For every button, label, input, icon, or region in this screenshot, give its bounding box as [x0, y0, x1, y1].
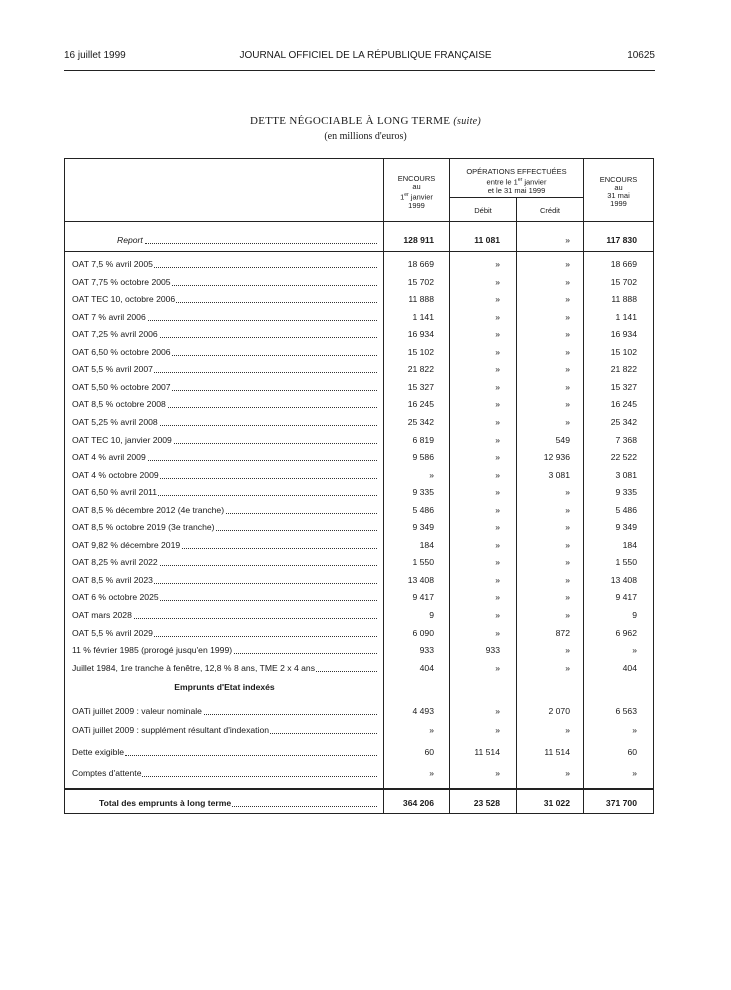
cell-encours-fin: 3 081 — [615, 469, 637, 480]
section-indexed-title: Emprunts d'Etat indexés — [174, 682, 275, 692]
cell-encours-debut: 9 417 — [412, 592, 434, 603]
row-label: OAT 4 % octobre 2009 — [72, 469, 159, 480]
cell-credit: » — [565, 504, 570, 515]
row-label: OAT mars 2028 — [72, 610, 132, 620]
total-top-rule — [65, 788, 653, 790]
table-title-suffix: (suite) — [453, 116, 482, 127]
cell-credit: » — [565, 399, 570, 410]
cell-debit: » — [495, 346, 500, 357]
row-label: OAT 6,50 % avril 2011 — [72, 487, 158, 498]
row-label: OAT 5,25 % avril 2008 — [72, 416, 158, 427]
cell-encours-debut: 6 090 — [412, 627, 434, 638]
cell-encours-fin: 15 702 — [610, 276, 637, 287]
cell-credit: » — [565, 610, 570, 620]
cell-encours-debut: 15 102 — [407, 346, 434, 357]
table-row-dette — [65, 744, 653, 760]
cell-debit: » — [495, 557, 500, 568]
cell-credit: » — [565, 364, 570, 375]
cell-debit: » — [495, 276, 500, 287]
cell-encours-fin: 5 486 — [615, 504, 637, 515]
table-row — [65, 607, 653, 623]
cell-encours-debut: 13 408 — [407, 574, 434, 585]
cell-credit: » — [565, 381, 570, 392]
cell-encours-debut: 5 486 — [412, 504, 434, 515]
page-date: 16 juillet 1999 — [64, 50, 126, 61]
cell-encours-fin: » — [632, 725, 637, 735]
cell-credit: » — [565, 768, 570, 778]
cell-encours-fin: 18 669 — [610, 259, 637, 269]
table-row — [65, 396, 653, 412]
table-row — [65, 309, 653, 325]
row-label: OAT 8,5 % avril 2023 — [72, 574, 153, 585]
cell-encours-fin: 1 550 — [615, 557, 637, 568]
cell-debit: » — [495, 627, 500, 638]
cell-encours-fin: 21 822 — [610, 364, 637, 375]
cell-encours-debut: 184 — [419, 539, 434, 550]
cell-encours-debut: 9 — [429, 610, 434, 620]
table-row — [65, 554, 653, 570]
cell-encours-debut: 404 — [419, 662, 434, 673]
cell-credit: » — [565, 235, 570, 245]
cell-encours-fin: » — [632, 645, 637, 656]
cell-credit: » — [565, 592, 570, 603]
cell-credit: » — [565, 662, 570, 673]
col-encours-fin: ENCOURS au 31 mai 1999 — [599, 175, 638, 208]
cell-debit: » — [495, 610, 500, 620]
table-row — [65, 449, 653, 465]
cell-encours-fin: 22 522 — [610, 452, 637, 463]
cell-encours-debut: » — [429, 725, 434, 735]
cell-encours-fin: 7 368 — [615, 434, 637, 445]
cell-debit: 933 — [485, 645, 500, 656]
cell-debit: » — [495, 381, 500, 392]
cell-credit: » — [565, 311, 570, 322]
cell-encours-debut: 16 934 — [407, 329, 434, 340]
row-label: Comptes d'attente — [72, 768, 142, 778]
cell-credit: » — [565, 294, 570, 305]
cell-encours-fin: 184 — [622, 539, 637, 550]
cell-encours-fin: 117 830 — [606, 235, 637, 245]
debt-table — [64, 158, 654, 814]
table-row — [65, 291, 653, 307]
row-label: OAT 7 % avril 2006 — [72, 311, 146, 322]
cell-debit: » — [495, 452, 500, 463]
table-row — [65, 722, 653, 738]
cell-encours-debut: 6 819 — [412, 434, 434, 445]
row-label: OAT 8,5 % octobre 2008 — [72, 399, 166, 410]
cell-debit: 23 528 — [473, 798, 500, 808]
cell-debit: » — [495, 469, 500, 480]
cell-credit: » — [565, 276, 570, 287]
row-label: OAT 8,25 % avril 2022 — [72, 557, 158, 568]
cell-encours-debut: 18 669 — [407, 259, 434, 269]
cell-credit: » — [565, 416, 570, 427]
cell-debit: » — [495, 259, 500, 269]
row-label: OATi juillet 2009 : supplément résultant d'indexation — [72, 725, 270, 735]
cell-credit: » — [565, 574, 570, 585]
cell-credit: » — [565, 522, 570, 533]
table-row — [65, 467, 653, 483]
cell-credit: » — [565, 725, 570, 735]
row-label: OAT 5,5 % avril 2029 — [72, 627, 153, 638]
journal-title: JOURNAL OFFICIEL DE LA RÉPUBLIQUE FRANÇAISE — [239, 50, 492, 61]
cell-encours-fin: 1 141 — [615, 311, 637, 322]
cell-encours-fin: » — [632, 768, 637, 778]
cell-credit: » — [565, 487, 570, 498]
row-label: OAT 8,5 % octobre 2019 (3e tranche) — [72, 522, 215, 533]
row-label: Dette exigible — [72, 747, 125, 757]
cell-encours-fin: 16 245 — [610, 399, 637, 410]
cell-encours-debut: 128 911 — [403, 235, 434, 245]
row-label: Report — [117, 235, 143, 245]
row-label: OAT 6,50 % octobre 2006 — [72, 346, 171, 357]
cell-encours-fin: 6 563 — [615, 706, 637, 716]
cell-debit: » — [495, 522, 500, 533]
cell-encours-fin: 15 327 — [610, 381, 637, 392]
cell-debit: » — [495, 706, 500, 716]
cell-encours-fin: 13 408 — [610, 574, 637, 585]
row-label: OAT 9,82 % décembre 2019 — [72, 539, 181, 550]
col-debit: Débit — [474, 206, 492, 215]
table-row — [65, 414, 653, 430]
cell-encours-fin: 9 — [632, 610, 637, 620]
page-number: 10625 — [627, 50, 655, 61]
cell-credit: 549 — [555, 434, 570, 445]
cell-debit: » — [495, 662, 500, 673]
col-encours-debut: ENCOURS au 1er janvier 1999 — [397, 174, 436, 210]
table-units: (en millions d'euros) — [324, 131, 407, 142]
header-rule — [64, 70, 655, 71]
cell-credit: » — [565, 645, 570, 656]
cell-encours-debut: » — [429, 768, 434, 778]
cell-encours-debut: 364 206 — [402, 798, 434, 808]
cell-credit: 3 081 — [548, 469, 570, 480]
cell-debit: » — [495, 399, 500, 410]
cell-encours-fin: 9 335 — [615, 487, 637, 498]
table-row — [65, 274, 653, 290]
col-operations: OPÉRATIONS EFFECTUÉES entre le 1er janvier et le 31 mai 1999 — [466, 167, 567, 195]
cell-encours-debut: 1 141 — [412, 311, 434, 322]
cell-encours-debut: 16 245 — [407, 399, 434, 410]
table-row — [65, 703, 653, 719]
cell-credit: 31 022 — [543, 798, 570, 808]
cell-encours-fin: 9 417 — [615, 592, 637, 603]
table-row — [65, 379, 653, 395]
cell-encours-fin: 25 342 — [610, 416, 637, 427]
cell-encours-fin: 9 349 — [615, 522, 637, 533]
table-row — [65, 537, 653, 553]
cell-credit: 2 070 — [548, 706, 570, 716]
table-title-main: DETTE NÉGOCIABLE À LONG TERME — [249, 115, 451, 127]
table-row — [65, 625, 653, 641]
sub-header-rule — [449, 197, 583, 198]
table-row — [65, 589, 653, 605]
cell-debit: 11 514 — [474, 747, 500, 757]
cell-debit: » — [495, 504, 500, 515]
cell-encours-fin: 404 — [622, 662, 637, 673]
table-row — [65, 256, 653, 272]
table-row-report — [65, 232, 653, 248]
row-label: Juillet 1984, 1re tranche à fenêtre, 12,8 % 8 ans, TME 2 x 4 ans — [72, 662, 315, 673]
cell-debit: » — [495, 329, 500, 340]
cell-credit: » — [565, 259, 570, 269]
cell-encours-debut: 15 327 — [407, 381, 434, 392]
table-row — [65, 519, 653, 535]
cell-debit: » — [495, 487, 500, 498]
table-row — [65, 484, 653, 500]
row-label: OAT 7,25 % avril 2006 — [72, 329, 158, 340]
cell-debit: » — [495, 539, 500, 550]
cell-credit: » — [565, 557, 570, 568]
cell-debit: » — [495, 768, 500, 778]
cell-debit: » — [495, 294, 500, 305]
row-label: OAT TEC 10, octobre 2006 — [72, 294, 176, 305]
cell-credit: 872 — [555, 627, 570, 638]
cell-debit: » — [495, 725, 500, 735]
cell-encours-fin: 60 — [627, 747, 637, 757]
row-label: OATi juillet 2009 : valeur nominale — [72, 706, 202, 716]
table-row — [65, 502, 653, 518]
cell-encours-debut: 25 342 — [407, 416, 434, 427]
row-label: OAT 7,75 % octobre 2005 — [72, 276, 171, 287]
cell-encours-fin: 16 934 — [610, 329, 637, 340]
table-row-attente — [65, 765, 653, 781]
row-label: OAT 5,5 % avril 2007 — [72, 364, 153, 375]
table-row — [65, 432, 653, 448]
cell-debit: 11 081 — [474, 235, 500, 245]
row-label: OAT 4 % avril 2009 — [72, 452, 146, 463]
cell-encours-debut: 1 550 — [412, 557, 434, 568]
cell-credit: » — [565, 329, 570, 340]
table-row — [65, 326, 653, 342]
cell-credit: 11 514 — [544, 747, 570, 757]
table-row-total — [65, 795, 653, 811]
row-label: OAT 6 % octobre 2025 — [72, 592, 159, 603]
table-title — [0, 115, 731, 127]
row-label: OAT TEC 10, janvier 2009 — [72, 434, 172, 445]
cell-debit: » — [495, 574, 500, 585]
cell-encours-debut: 21 822 — [407, 364, 434, 375]
cell-encours-debut: 933 — [419, 645, 434, 656]
cell-debit: » — [495, 416, 500, 427]
cell-encours-debut: 9 335 — [412, 487, 434, 498]
table-row — [65, 572, 653, 588]
table-row — [65, 344, 653, 360]
row-label: OAT 7,5 % avril 2005 — [72, 259, 153, 269]
cell-encours-fin: 11 888 — [611, 294, 637, 305]
table-row — [65, 660, 653, 676]
row-label: Total des emprunts à long terme — [99, 798, 232, 808]
cell-debit: » — [495, 364, 500, 375]
cell-encours-debut: 60 — [424, 747, 434, 757]
table-row — [65, 642, 653, 658]
col-credit: Crédit — [539, 206, 560, 215]
row-label: OAT 8,5 % décembre 2012 (4e tranche) — [72, 504, 225, 515]
cell-debit: » — [495, 311, 500, 322]
cell-encours-debut: 9 586 — [412, 452, 434, 463]
report-bottom-rule — [65, 251, 653, 252]
cell-credit: » — [565, 539, 570, 550]
header-bottom-rule — [65, 221, 653, 222]
row-label: OAT 5,50 % octobre 2007 — [72, 381, 171, 392]
cell-encours-fin: 6 962 — [615, 627, 637, 638]
table-row — [65, 361, 653, 377]
cell-encours-fin: 371 700 — [605, 798, 637, 808]
cell-encours-debut: 9 349 — [412, 522, 434, 533]
cell-encours-debut: 15 702 — [407, 276, 434, 287]
cell-encours-debut: 11 888 — [408, 294, 434, 305]
cell-encours-debut: 4 493 — [412, 706, 434, 716]
row-label: 11 % février 1985 (prorogé jusqu'en 1999) — [72, 645, 233, 656]
cell-debit: » — [495, 592, 500, 603]
cell-encours-debut: » — [429, 469, 434, 480]
cell-credit: » — [565, 346, 570, 357]
cell-credit: 12 936 — [543, 452, 570, 463]
cell-debit: » — [495, 434, 500, 445]
cell-encours-fin: 15 102 — [610, 346, 637, 357]
